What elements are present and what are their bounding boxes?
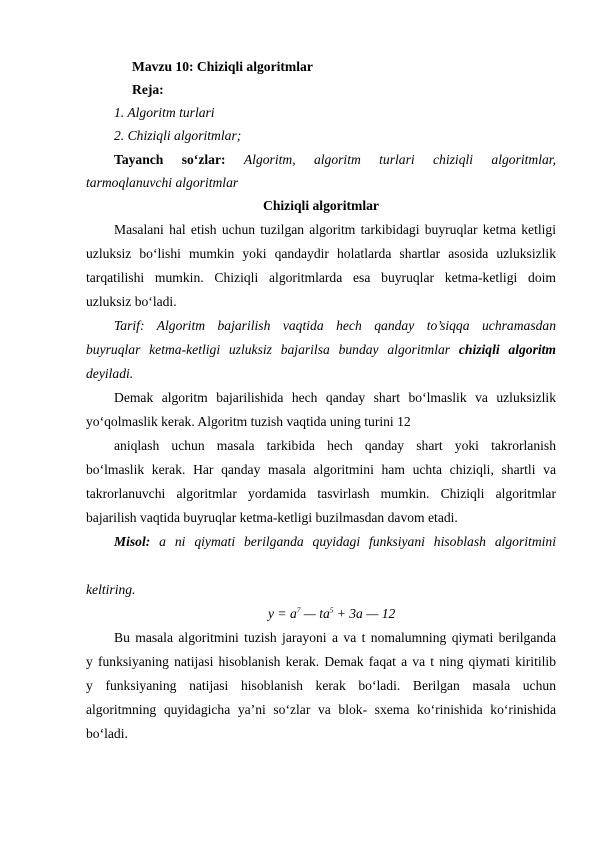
paragraph-line: tarqatilishi mumkin. Chiziqli algoritmlarda esa buyruqlar ketma-ketligi doim xyxy=(86,270,556,285)
keywords-label: Tayanch so‘zlar: xyxy=(114,152,226,167)
paragraph-line: Demak algoritm bajarilishida hech qanday shart bo‘lmaslik va uzluksizlik xyxy=(114,390,556,405)
definition-line xyxy=(86,342,556,358)
example-label: Misol: xyxy=(114,534,151,549)
keywords-text: Algoritm, algoritm turlari chiziqli algoritmlar, xyxy=(243,152,556,167)
plan-item-2: 2. Chiziqli algoritmlar; xyxy=(114,128,242,143)
example-line-cont: keltiring. xyxy=(86,582,136,597)
paragraph-line: algoritmning quyidagicha ya’ni so‘zlar va blok- sxema ko‘rinishida ko‘rinishida xyxy=(86,702,556,717)
paragraph-line: bajarilish vaqtida buyruqlar ketma-ketligi buzilmasdan davom etadi. xyxy=(86,510,458,525)
example-text: a ni qiymati berilganda quyidagi funksiyani hisoblash algoritmini xyxy=(159,534,556,549)
paragraph-line: takrorlanuvchi algoritmlar yordamida tasvirlash mumkin. Chiziqli algoritmlar xyxy=(86,486,556,501)
paragraph-line: yo‘qolmaslik kerak. Algoritm tuzish vaqtida uning turini 12 xyxy=(86,414,411,429)
page-title: Mavzu 10: Chiziqli algoritmlar xyxy=(132,59,313,74)
paragraph-line: bo‘ladi. xyxy=(86,726,128,741)
paragraph-line: uzluksiz bo‘ladi. xyxy=(86,294,177,309)
paragraph-line: y funksiyaning natijasi hisoblanish kerak. Demak faqat a va t ning qiymati kiritilib xyxy=(86,654,556,669)
definition-term: chiziqli algoritm xyxy=(458,342,556,357)
plan-item-1: 1. Algoritm turlari xyxy=(114,105,215,120)
plan-heading: Reja: xyxy=(132,82,164,97)
keywords-line xyxy=(114,152,556,168)
paragraph-line: Masalani hal etish uchun tuzilgan algoritm tarkibidagi buyruqlar ketma ketligi xyxy=(114,222,556,237)
keywords-text-cont: tarmoqlanuvchi algoritmlar xyxy=(86,175,239,190)
definition-line: deyiladi. xyxy=(86,366,134,381)
paragraph-line: Bu masala algoritmini tuzish jarayoni a va t nomalumning qiymati berilganda xyxy=(114,630,556,645)
paragraph-line: bo‘lmaslik kerak. Har qanday masala algoritmini ham uchta chiziqli, shartli va xyxy=(86,462,556,477)
formula: $y = a^7$ — $ta^5 + 3a$ — 12 xyxy=(268,606,396,621)
definition-text: buyruqlar ketma-ketligi uzluksiz bajarilsa bunday algoritmlar xyxy=(86,342,451,357)
paragraph-line: uzluksiz bo‘lishi mumkin yoki qandaydir holatlarda shartlar asosida uzluksizlik xyxy=(86,246,556,261)
example-line xyxy=(114,534,556,550)
paragraph-line: aniqlash uchun masala tarkibida hech qanday shart yoki takrorlanish xyxy=(114,438,556,453)
section-title: Chiziqli algoritmlar xyxy=(263,198,379,213)
definition-line: Tarif: Algoritm bajarilish vaqtida hech qanday to’siqqa uchramasdan xyxy=(114,318,556,333)
paragraph-line: y funksiyaning natijasi hisoblanish kerak bo‘ladi. Berilgan masala uchun xyxy=(86,678,556,693)
